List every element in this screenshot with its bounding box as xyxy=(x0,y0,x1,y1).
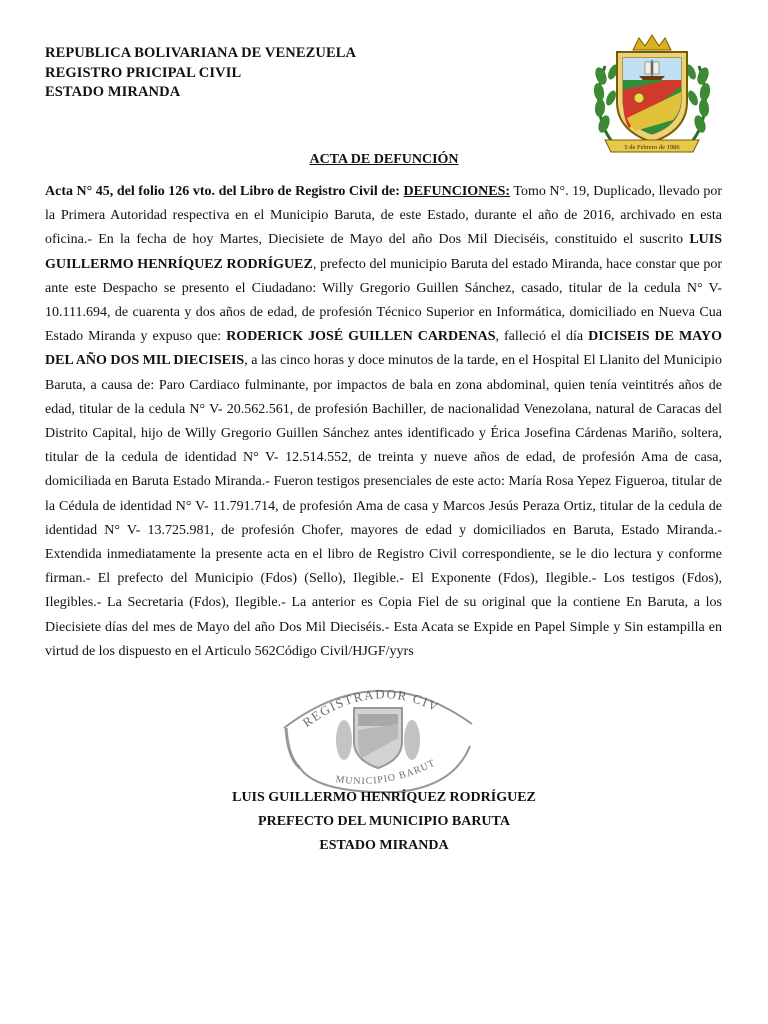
signatory-name: LUIS GUILLERMO HENRÍQUEZ RODRÍGUEZ xyxy=(232,790,536,805)
signatory-position: PREFECTO DEL MUNICIPIO BARUTA xyxy=(258,814,510,829)
body-text-1: Tomo N°. 19, Duplicado, llevado por la Primera Autoridad respectiva en el Municipio Baruta, de este Estado, durante el año de 2016, archivado en esta oficina.- En la fecha de hoy Martes, Diecisiete de Mayo del año Dos Mil Dieciséis, constituido el suscrito xyxy=(45,184,723,248)
death-date: DICISEIS DE MAYO DEL AÑO DOS MIL DIECISEIS xyxy=(45,329,723,369)
header-line-state: ESTADO MIRANDA xyxy=(45,84,181,100)
registrar-seal-icon xyxy=(278,668,478,796)
body-text-4: , a las cinco horas y doce minutos de la tarde, en el Hospital El Llanito del Municipio Baruta, a causa de: Paro Cardiaco fulminante, por impactos de bala en zona abdominal, quien tenía veintitrés años de edad, titular de la cedula N° V- 20.562.561, de profesión Bachiller, de nacionalidad Venezolana, natural de Caracas del Distrito Capital, hijo de Willy Gregorio Guillen Sánchez antes identificado y Érica Josefina Cárdenas Mariño, soltera, titular de la cedula de identidad N° V- 12.514.552, de treinta y nueve años de edad, de profesión Ama de casa, domiciliada en Baruta Estado Miranda.- Fueron testigos presenciales de este acto: María Rosa Yepez Figueroa, titular de la Cédula de identidad N° V- 11.791.714, de profesión Ama de casa y Marcos Jesús Peraza Ortiz, titular de la cedula de identidad N° V- 13.725.981, de profesión Chofer, mayores de edad y domiciliados en Baruta, Estado Miranda.- Extendida inmediatamente la presente acta en el libro de Registro Civil correspondiente, se le dio lectura y conforme firman.- El prefecto del Municipio (Fdos) (Sello), Ilegible.- El Exponente (Fdos), Ilegible.- Los testigos (Fdos), Ilegibles.- La Secretaria (Fdos), Ilegible.- La anterior es Copia Fiel de su original que la contiene En Baruta, a los Diecisiete días del mes de Mayo del año Dos Mil Dieciséis.- Esta Acata se Expide en Papel Simple y Sin estampilla en virtud de los dispuesto en el Articulo 562Código Civil/HJGF/yyrs xyxy=(45,353,723,659)
deceased-name: RODERICK JOSÉ GUILLEN CARDENAS xyxy=(226,329,496,345)
header-line-registry: REGISTRO PRICIPAL CIVIL xyxy=(45,64,242,81)
emblem-ribbon-text: 5 de Febrero de 1986 xyxy=(624,144,680,151)
body-text-3: , falleció el día xyxy=(495,329,589,345)
header-line-republic: REPUBLICA BOLIVARIANA DE VENEZUELA xyxy=(45,45,357,61)
miranda-coat-of-arms-icon xyxy=(593,32,711,156)
signatory-state: ESTADO MIRANDA xyxy=(319,838,449,853)
body-text-2: , prefecto del municipio Baruta del estado Miranda, hace constar que por ante este Despacho se presento el Ciudadano: Willy Gregorio Guillen Sánchez, casado, titular de la cedula N° V-10.111.694, de cuarenta y dos años de edad, de profesión Técnico Superior en Informática, domiciliado en Nueva Cua Estado Miranda y expuso que: xyxy=(45,256,722,345)
seal-top-text: REGISTRADOR CIV xyxy=(299,686,442,731)
acta-reference: Acta N° 45, del folio 126 vto. del Libro de Registro Civil de: xyxy=(45,184,400,199)
document-body xyxy=(45,180,722,664)
book-name: DEFUNCIONES: xyxy=(403,184,511,199)
document-title: ACTA DE DEFUNCIÓN xyxy=(309,152,459,167)
official-name: LUIS GUILLERMO HENRÍQUEZ RODRÍGUEZ xyxy=(45,232,722,272)
document-header xyxy=(45,44,465,103)
seal-bottom-text: MUNICIPIO BARUT xyxy=(334,757,438,788)
signature-block xyxy=(0,786,768,858)
